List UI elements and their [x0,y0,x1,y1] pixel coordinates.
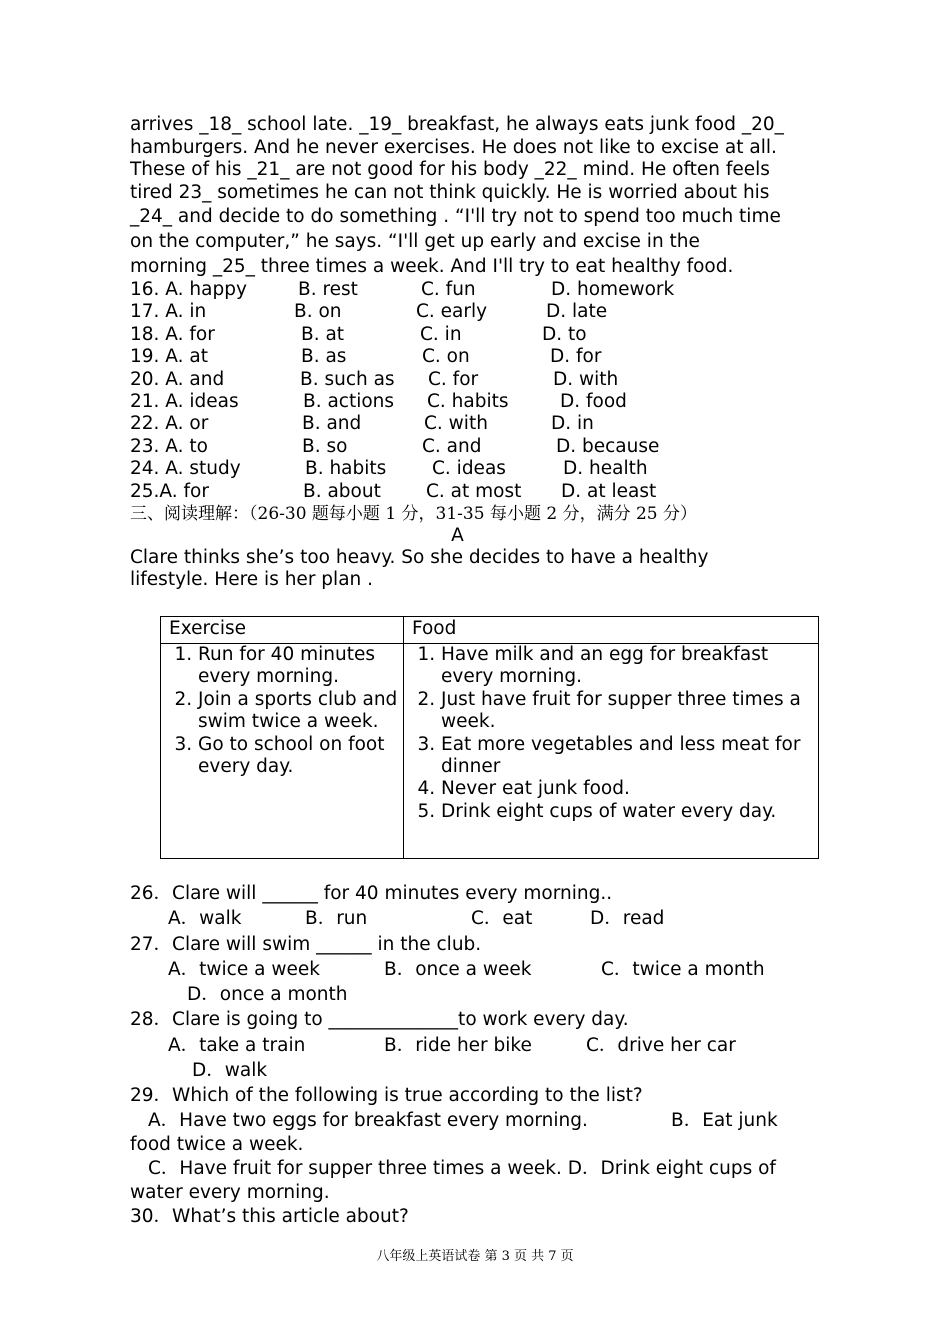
question-29-options-2-cont: water every morning. [130,1181,330,1203]
cloze-options [130,279,820,503]
passage-line: tired 23_ sometimes he can not think quickly. He is worried about his [130,181,770,203]
option-c: C. ideas [432,458,506,480]
option-b: B．once a week [384,958,532,980]
option-c: C. on [422,346,470,368]
option-c: C．twice a month [601,958,765,980]
option-row-25 [130,481,820,503]
option-a: 20. A. and [130,368,225,390]
option-d: D. homework [551,279,675,300]
option-b: B. about [303,480,381,502]
list-item: 4. Never eat junk food. [441,778,818,800]
option-b: B. as [301,346,347,368]
option-b: B．Eat junk [671,1109,778,1131]
question-29-options-2 [130,1157,820,1181]
option-b: B. at [301,323,345,345]
option-a: A．twice a week [168,958,320,980]
option-d: D．walk [192,1060,268,1082]
option-row-17 [130,301,820,323]
question-29-options-cont: food twice a week. [130,1133,304,1155]
list-item: 1. Run for 40 minutes every morning. [198,644,403,689]
option-d: D. health [563,458,648,480]
intro-line: Clare thinks she’s too heavy. So she decides to have a healthy [130,546,709,568]
option-c: C. habits [427,390,509,412]
intro-line: lifestyle. Here is her plan . [130,569,374,591]
question-26: 26．Clare will ______ for 40 minutes every morning.. [130,883,613,904]
page-footer: 八年级上英语试卷 第 3 页 共 7 页 [376,1249,574,1264]
option-b: B. on [294,301,342,323]
option-d: D. because [556,435,660,457]
option-row-22 [130,413,820,435]
reading-intro [130,547,820,592]
option-c: C．drive her car [586,1034,736,1056]
food-cell [404,644,819,859]
food-header: Food [404,617,819,644]
option-a: 19. A. at [130,346,208,368]
option-c: C. and [422,435,482,457]
option-d: D. late [546,301,608,323]
option-c: C．eat [471,908,533,930]
option-c: C．Have fruit for supper three times a week. D．Drink eight cups of [148,1157,776,1179]
page-content [130,114,820,592]
option-a: A．take a train [168,1034,306,1056]
option-d: D．read [590,908,665,930]
option-d: D. in [551,413,594,435]
question-27-options-cont [130,982,820,1007]
option-b: B. such as [300,368,395,390]
option-d: D. to [542,323,587,345]
option-row-16 [130,279,820,301]
list-item: 5. Drink eight cups of water every day. [441,801,818,823]
question-26-options [130,906,820,931]
option-b: B. actions [303,390,395,412]
option-d: D．once a month [187,984,348,1006]
option-a: 21. A. ideas [130,390,239,412]
plan-table [160,616,819,859]
food-list [412,644,818,823]
option-b: B. habits [305,458,387,480]
option-a: 18. A. for [130,323,215,345]
question-28-options-cont [130,1058,820,1083]
question-30: 30．What’s this article about? [130,1205,409,1227]
option-row-23 [130,436,820,458]
passage-line: These of his _21_ are not good for his body _22_ mind. He often feels [130,159,770,180]
passage-line: arrives _18_ school late. _19_ breakfast, he always eats junk food _20_ [130,114,784,135]
passage-line: _24_ and decide to do something . “I'll try not to spend too much time [130,206,781,227]
question-27: 27．Clare will swim ______ in the club. [130,933,482,955]
exercise-list [169,644,403,778]
passage-line: on the computer,” he says. “I'll get up early and excise in the [130,231,700,252]
option-row-21 [130,391,820,413]
section-letter: A [451,524,464,546]
option-row-24 [130,458,820,480]
option-d: D. food [560,390,627,412]
option-b: B. so [302,435,348,457]
passage-line: morning _25_ three times a week. And I'll try to eat healthy food. [130,256,734,277]
option-a: 22. A. or [130,413,209,435]
option-c: C. at most [426,480,522,502]
option-a: 24. A. study [130,458,241,480]
questions [130,881,820,1229]
cloze-passage [130,114,820,279]
option-b: B. and [302,413,362,435]
passage-line: hamburgers. And he never exercises. He does not like to excise at all. [130,136,777,158]
list-item: 3. Go to school on foot every day. [198,734,403,779]
question-28: 28．Clare is going to ______________to work every day. [130,1009,629,1031]
list-item: 3. Eat more vegetables and less meat for dinner [441,734,818,779]
question-27-options [130,957,820,982]
list-item: 1. Have milk and an egg for breakfast every morning. [441,644,818,689]
option-b: B．ride her bike [384,1034,532,1056]
option-a: 23. A. to [130,435,208,457]
option-c: C. early [416,301,488,323]
question-29-options [130,1109,820,1133]
option-a: 16. A. happy [130,279,247,300]
option-b: B. rest [298,279,358,300]
option-a: A．Have two eggs for breakfast every morning. [148,1109,588,1131]
exercise-cell [161,644,404,859]
option-c: C. fun [421,279,476,300]
option-c: C. with [424,413,488,435]
option-row-18 [130,324,820,346]
list-item: 2. Join a sports club and swim twice a week. [198,689,403,734]
option-d: D. for [550,346,602,368]
option-d: D. at least [561,480,657,502]
section-title: 三、阅读理解：（26-30 题每小题 1 分，31-35 每小题 2 分，满分 25 分） [130,503,698,524]
option-b: B．run [305,908,368,930]
option-c: C. for [428,368,479,390]
option-c: C. in [420,323,462,345]
option-row-19 [130,346,820,368]
option-a: 17. A. in [130,301,207,323]
list-item: 2. Just have fruit for supper three times a week. [441,689,818,734]
option-a: 25.A. for [130,480,209,502]
question-29: 29．Which of the following is true according to the list? [130,1085,643,1107]
question-28-options [130,1033,820,1058]
option-a: A．walk [168,908,242,930]
exercise-header: Exercise [161,617,404,644]
option-d: D. with [553,368,619,390]
option-row-20 [130,369,820,391]
